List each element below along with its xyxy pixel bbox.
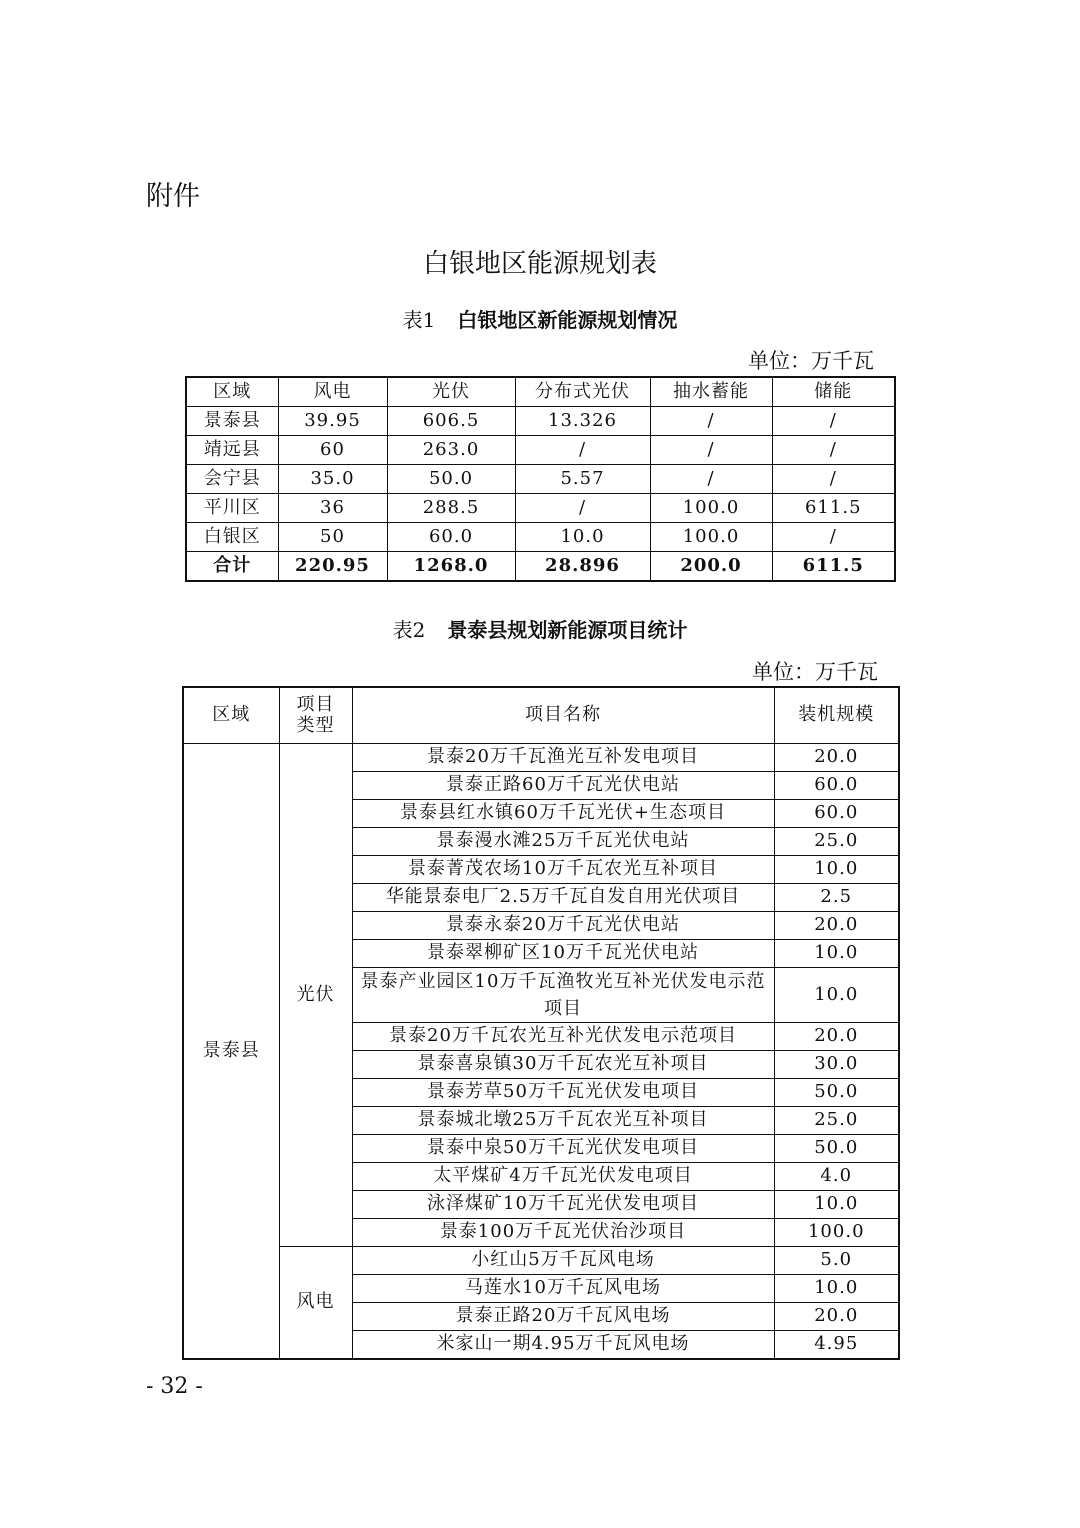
document-title: 白银地区能源规划表 xyxy=(422,249,657,279)
region-cell: 白银区 xyxy=(186,523,278,552)
capacity-cell: 4.0 xyxy=(774,1163,899,1191)
table2-row xyxy=(183,744,899,772)
table1-header-storage: 储能 xyxy=(772,377,895,407)
table1-header-wind: 风电 xyxy=(278,377,387,407)
table1-new-energy-plan xyxy=(185,376,896,582)
pv-cell: 606.5 xyxy=(387,407,515,436)
table1-caption-name: 白银地区新能源规划情况 xyxy=(457,308,678,332)
table1-row xyxy=(186,494,895,523)
region-cell: 景泰县 xyxy=(183,744,279,1360)
project-name-cell: 景泰永泰20万千瓦光伏电站 xyxy=(352,912,774,940)
pv-cell: 60.0 xyxy=(387,523,515,552)
project-name-cell: 景泰翠柳矿区10万千瓦光伏电站 xyxy=(352,940,774,968)
capacity-cell: 10.0 xyxy=(774,1191,899,1219)
project-name-cell: 华能景泰电厂2.5万千瓦自发自用光伏项目 xyxy=(352,884,774,912)
project-name-cell: 景泰中泉50万千瓦光伏发电项目 xyxy=(352,1135,774,1163)
storage-cell: / xyxy=(772,523,895,552)
capacity-cell: 10.0 xyxy=(774,968,899,1023)
capacity-cell: 4.95 xyxy=(774,1331,899,1360)
project-name-cell: 景泰芳草50万千瓦光伏发电项目 xyxy=(352,1079,774,1107)
project-name-cell: 景泰正路20万千瓦风电场 xyxy=(352,1303,774,1331)
table2-caption-name: 景泰县规划新能源项目统计 xyxy=(447,618,688,642)
table2-caption xyxy=(0,614,1080,643)
pv-cell: 288.5 xyxy=(387,494,515,523)
wind-cell: 35.0 xyxy=(278,465,387,494)
project-name-cell: 景泰100万千瓦光伏治沙项目 xyxy=(352,1219,774,1247)
table1-row xyxy=(186,523,895,552)
project-name-cell: 小红山5万千瓦风电场 xyxy=(352,1247,774,1275)
capacity-cell: 100.0 xyxy=(774,1219,899,1247)
project-type-cell: 风电 xyxy=(279,1247,352,1360)
capacity-cell: 30.0 xyxy=(774,1051,899,1079)
attachment-label: 附件 xyxy=(146,181,200,212)
capacity-cell: 20.0 xyxy=(774,1023,899,1051)
storage-cell: / xyxy=(772,407,895,436)
pumped-storage-cell: / xyxy=(650,465,772,494)
table1-header-region: 区域 xyxy=(186,377,278,407)
project-name-cell: 景泰菁茂农场10万千瓦农光互补项目 xyxy=(352,856,774,884)
capacity-cell: 60.0 xyxy=(774,800,899,828)
project-name-cell: 太平煤矿4万千瓦光伏发电项目 xyxy=(352,1163,774,1191)
table2-unit: 单位：万千瓦 xyxy=(752,660,878,684)
project-name-cell: 景泰20万千瓦渔光互补发电项目 xyxy=(352,744,774,772)
wind-cell: 60 xyxy=(278,436,387,465)
capacity-cell: 5.0 xyxy=(774,1247,899,1275)
project-name-cell: 泳泽煤矿10万千瓦光伏发电项目 xyxy=(352,1191,774,1219)
table1-header-row xyxy=(186,377,895,407)
capacity-cell: 25.0 xyxy=(774,828,899,856)
total-wind-cell: 220.95 xyxy=(278,552,387,582)
storage-cell: / xyxy=(772,465,895,494)
capacity-cell: 50.0 xyxy=(774,1079,899,1107)
capacity-cell: 10.0 xyxy=(774,1275,899,1303)
project-type-cell: 光伏 xyxy=(279,744,352,1247)
storage-cell: 611.5 xyxy=(772,494,895,523)
table2-jingtai-projects xyxy=(182,686,900,1360)
total-pumped-storage-cell: 200.0 xyxy=(650,552,772,582)
table1-total-row xyxy=(186,552,895,582)
region-cell: 会宁县 xyxy=(186,465,278,494)
distributed-pv-cell: 5.57 xyxy=(515,465,650,494)
project-name-cell: 马莲水10万千瓦风电场 xyxy=(352,1275,774,1303)
distributed-pv-cell: / xyxy=(515,494,650,523)
table2-header-type: 项目类型 xyxy=(279,687,352,744)
total-pv-cell: 1268.0 xyxy=(387,552,515,582)
region-cell: 靖远县 xyxy=(186,436,278,465)
total-storage-cell: 611.5 xyxy=(772,552,895,582)
distributed-pv-cell: / xyxy=(515,436,650,465)
table1-header-pv: 光伏 xyxy=(387,377,515,407)
table2-header-row xyxy=(183,687,899,744)
table2-row xyxy=(183,1247,899,1275)
project-name-cell: 景泰20万千瓦农光互补光伏发电示范项目 xyxy=(352,1023,774,1051)
region-cell: 平川区 xyxy=(186,494,278,523)
table1-row xyxy=(186,436,895,465)
capacity-cell: 10.0 xyxy=(774,940,899,968)
project-name-cell: 景泰产业园区10万千瓦渔牧光互补光伏发电示范项目 xyxy=(352,968,774,1023)
capacity-cell: 20.0 xyxy=(774,1303,899,1331)
table2-header-project-name: 项目名称 xyxy=(352,687,774,744)
pumped-storage-cell: / xyxy=(650,436,772,465)
pumped-storage-cell: 100.0 xyxy=(650,494,772,523)
capacity-cell: 20.0 xyxy=(774,744,899,772)
distributed-pv-cell: 13.326 xyxy=(515,407,650,436)
table1-caption-number: 表1 xyxy=(402,308,436,332)
project-name-cell: 景泰城北墩25万千瓦农光互补项目 xyxy=(352,1107,774,1135)
pv-cell: 50.0 xyxy=(387,465,515,494)
wind-cell: 50 xyxy=(278,523,387,552)
project-name-cell: 景泰县红水镇60万千瓦光伏+生态项目 xyxy=(352,800,774,828)
capacity-cell: 10.0 xyxy=(774,856,899,884)
capacity-cell: 50.0 xyxy=(774,1135,899,1163)
pv-cell: 263.0 xyxy=(387,436,515,465)
total-distributed-pv-cell: 28.896 xyxy=(515,552,650,582)
wind-cell: 39.95 xyxy=(278,407,387,436)
capacity-cell: 2.5 xyxy=(774,884,899,912)
table1-unit: 单位：万千瓦 xyxy=(748,349,874,373)
project-name-cell: 米家山一期4.95万千瓦风电场 xyxy=(352,1331,774,1360)
table2-header-capacity: 装机规模 xyxy=(774,687,899,744)
table1-row xyxy=(186,465,895,494)
table1-header-distributed-pv: 分布式光伏 xyxy=(515,377,650,407)
project-name-cell: 景泰漫水滩25万千瓦光伏电站 xyxy=(352,828,774,856)
capacity-cell: 60.0 xyxy=(774,772,899,800)
project-name-cell: 景泰正路60万千瓦光伏电站 xyxy=(352,772,774,800)
table1-caption xyxy=(0,304,1080,333)
table2-caption-number: 表2 xyxy=(392,618,426,642)
table2-header-region: 区域 xyxy=(183,687,279,744)
capacity-cell: 25.0 xyxy=(774,1107,899,1135)
wind-cell: 36 xyxy=(278,494,387,523)
page-number: - 32 - xyxy=(146,1374,203,1399)
pumped-storage-cell: 100.0 xyxy=(650,523,772,552)
total-region-cell: 合计 xyxy=(186,552,278,582)
distributed-pv-cell: 10.0 xyxy=(515,523,650,552)
table1-row xyxy=(186,407,895,436)
project-name-cell: 景泰喜泉镇30万千瓦农光互补项目 xyxy=(352,1051,774,1079)
region-cell: 景泰县 xyxy=(186,407,278,436)
pumped-storage-cell: / xyxy=(650,407,772,436)
storage-cell: / xyxy=(772,436,895,465)
capacity-cell: 20.0 xyxy=(774,912,899,940)
table1-header-pumped-storage: 抽水蓄能 xyxy=(650,377,772,407)
